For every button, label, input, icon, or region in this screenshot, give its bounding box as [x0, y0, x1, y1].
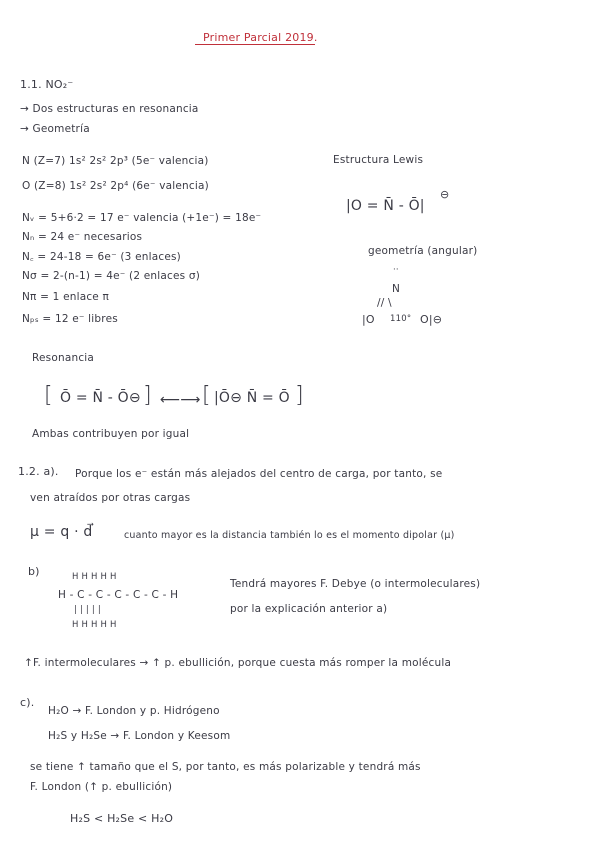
res-bracket-close-left: ]: [143, 383, 152, 408]
geometry-lone-pair: ··: [393, 265, 399, 275]
q12c-label: c).: [20, 696, 35, 709]
chain-h-bottom: H H H H H: [72, 620, 117, 630]
o-config: O (Z=8) 1s² 2s² 2p⁴ (6e⁻ valencia): [22, 180, 209, 192]
lewis-charge: ⊖: [440, 188, 450, 201]
geometry-nitrogen: N: [392, 283, 401, 295]
lewis-label: Estructura Lewis: [333, 154, 424, 166]
q11-label: 1.1. NO₂⁻: [20, 78, 74, 91]
nc-line: N꜀ = 24-18 = 6e⁻ (3 enlaces): [22, 251, 181, 263]
title-underline: [195, 44, 315, 45]
geometry-angle: 110°: [390, 314, 412, 324]
dipole-formula: μ = q · d⃗: [30, 524, 93, 540]
nsigma-line: Nσ = 2-(n-1) = 4e⁻ (2 enlaces σ): [22, 270, 201, 282]
geometry-bonds: // \: [377, 297, 392, 309]
q12b-text-2: por la explicación anterior a): [230, 603, 388, 615]
n-config: N (Z=7) 1s² 2s² 2p³ (5e⁻ valencia): [22, 155, 209, 167]
geometry-oxygen-left: |O: [362, 313, 375, 326]
resonance-note: Ambas contribuyen por igual: [32, 428, 190, 440]
page-title: Primer Parcial 2019.: [203, 31, 318, 44]
q12c-line-1: H₂O → F. London y p. Hidrógeno: [48, 705, 220, 717]
q11-item-resonance: → Dos estructuras en resonancia: [20, 103, 199, 115]
q12c-line-3: se tiene ↑ tamaño que el S, por tanto, es más polarizable y tendrá más: [30, 761, 421, 773]
resonance-label: Resonancia: [32, 352, 95, 364]
q12c-line-2: H₂S y H₂Se → F. London y Keesom: [48, 730, 231, 742]
geometry-label: geometría (angular): [368, 245, 478, 257]
res-bracket-open-left: [: [44, 383, 53, 408]
resonance-left: Ō = N̄ - Ō⊖: [60, 390, 141, 406]
boiling-order: H₂S < H₂Se < H₂O: [70, 812, 174, 825]
q12b-label: b): [28, 565, 40, 578]
nps-line: Nₚₛ = 12 e⁻ libres: [22, 313, 118, 325]
chain-h-top: H H H H H: [72, 572, 117, 582]
resonance-arrow: ⟵⟶: [160, 392, 201, 408]
res-bracket-open-right: [: [202, 383, 211, 408]
q12a-text-1: Porque los e⁻ están más alejados del centro de carga, por tanto, se: [75, 468, 443, 480]
q12a-label: 1.2. a).: [18, 465, 59, 478]
q12c-line-4: F. London (↑ p. ebullición): [30, 781, 173, 793]
q12b-text-1: Tendrá mayores F. Debye (o intermoleculares): [230, 578, 481, 590]
q12b-text-3: ↑F. intermoleculares → ↑ p. ebullición, porque cuesta más romper la molécula: [24, 657, 452, 669]
lewis-structure: |O = N̄ - Ō|: [346, 198, 425, 214]
q12a-text-2: ven atraídos por otras cargas: [30, 492, 191, 504]
chain-carbons: H - C - C - C - C - C - H: [58, 589, 179, 601]
npi-line: Nπ = 1 enlace π: [22, 291, 110, 303]
nn-line: Nₙ = 24 e⁻ necesarios: [22, 231, 143, 243]
chain-bonds-bottom: | | | | |: [74, 605, 101, 615]
res-bracket-close-right: ]: [295, 383, 304, 408]
resonance-right: |Ō⊖ N̄ = Ō: [214, 390, 290, 406]
geometry-oxygen-right: O|⊖: [420, 313, 443, 326]
nv-line: Nᵥ = 5+6·2 = 17 e⁻ valencia (+1e⁻) = 18e⁻: [22, 212, 262, 224]
q12a-text-3: cuanto mayor es la distancia también lo es el momento dipolar (μ): [124, 530, 455, 541]
q11-item-geometry: → Geometría: [20, 123, 90, 135]
